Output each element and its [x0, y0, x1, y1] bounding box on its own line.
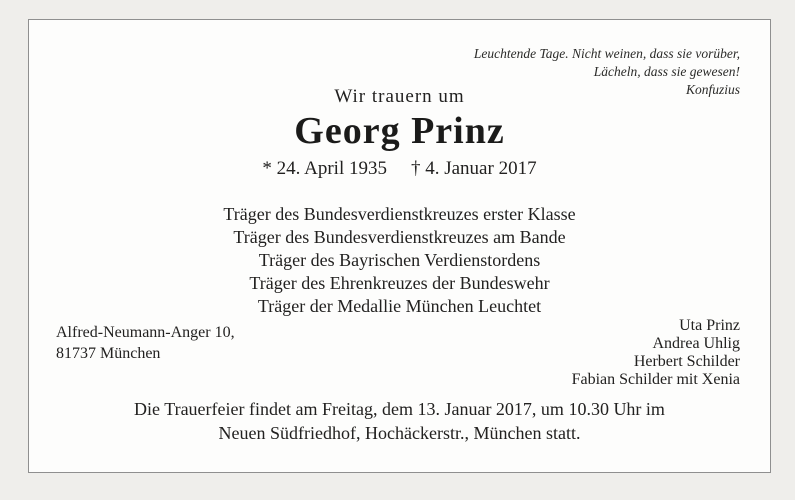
intro-text: Wir trauern um — [334, 86, 465, 107]
honor-item: Träger der Medallie München Leuchtet — [257, 296, 542, 316]
dates-line — [29, 158, 770, 180]
memorial-card — [28, 19, 771, 473]
honor-item: Träger des Ehrenkreuzes der Bundeswehr — [249, 273, 550, 293]
quote-line-1: Leuchtende Tage. Nicht weinen, dass sie vorüber, — [473, 46, 740, 61]
funeral-line-1: Die Trauerfeier findet am Freitag, dem 13. Januar 2017, um 10.30 Uhr im — [134, 399, 665, 419]
mourner-name: Andrea Uhlig — [652, 335, 740, 352]
honor-item: Träger des Bundesverdienstkreuzes erster Klasse — [223, 204, 576, 224]
mourner-name: Uta Prinz — [679, 317, 740, 334]
honor-item: Träger des Bundesverdienstkreuzes am Bande — [233, 227, 566, 247]
quote-attribution: Konfuzius — [685, 82, 740, 97]
mourner-name: Fabian Schilder mit Xenia — [571, 371, 740, 388]
funeral-line-2: Neuen Südfriedhof, Hochäckerstr., München statt. — [218, 423, 581, 443]
birth-date: * 24. April 1935 — [262, 158, 387, 179]
mourner-name: Herbert Schilder — [633, 353, 740, 370]
quote-line-2: Lächeln, dass sie gewesen! — [593, 64, 740, 79]
mourners-list — [572, 317, 740, 389]
sender-address — [56, 322, 235, 364]
death-date: † 4. Januar 2017 — [410, 158, 537, 179]
address-line-1: Alfred-Neumann-Anger 10, — [56, 324, 235, 341]
honors-list — [29, 203, 770, 318]
deceased-name: Georg Prinz — [294, 110, 505, 152]
honor-item: Träger des Bayrischen Verdienstordens — [258, 250, 541, 270]
funeral-info — [29, 397, 770, 445]
address-line-2: 81737 München — [56, 345, 161, 362]
